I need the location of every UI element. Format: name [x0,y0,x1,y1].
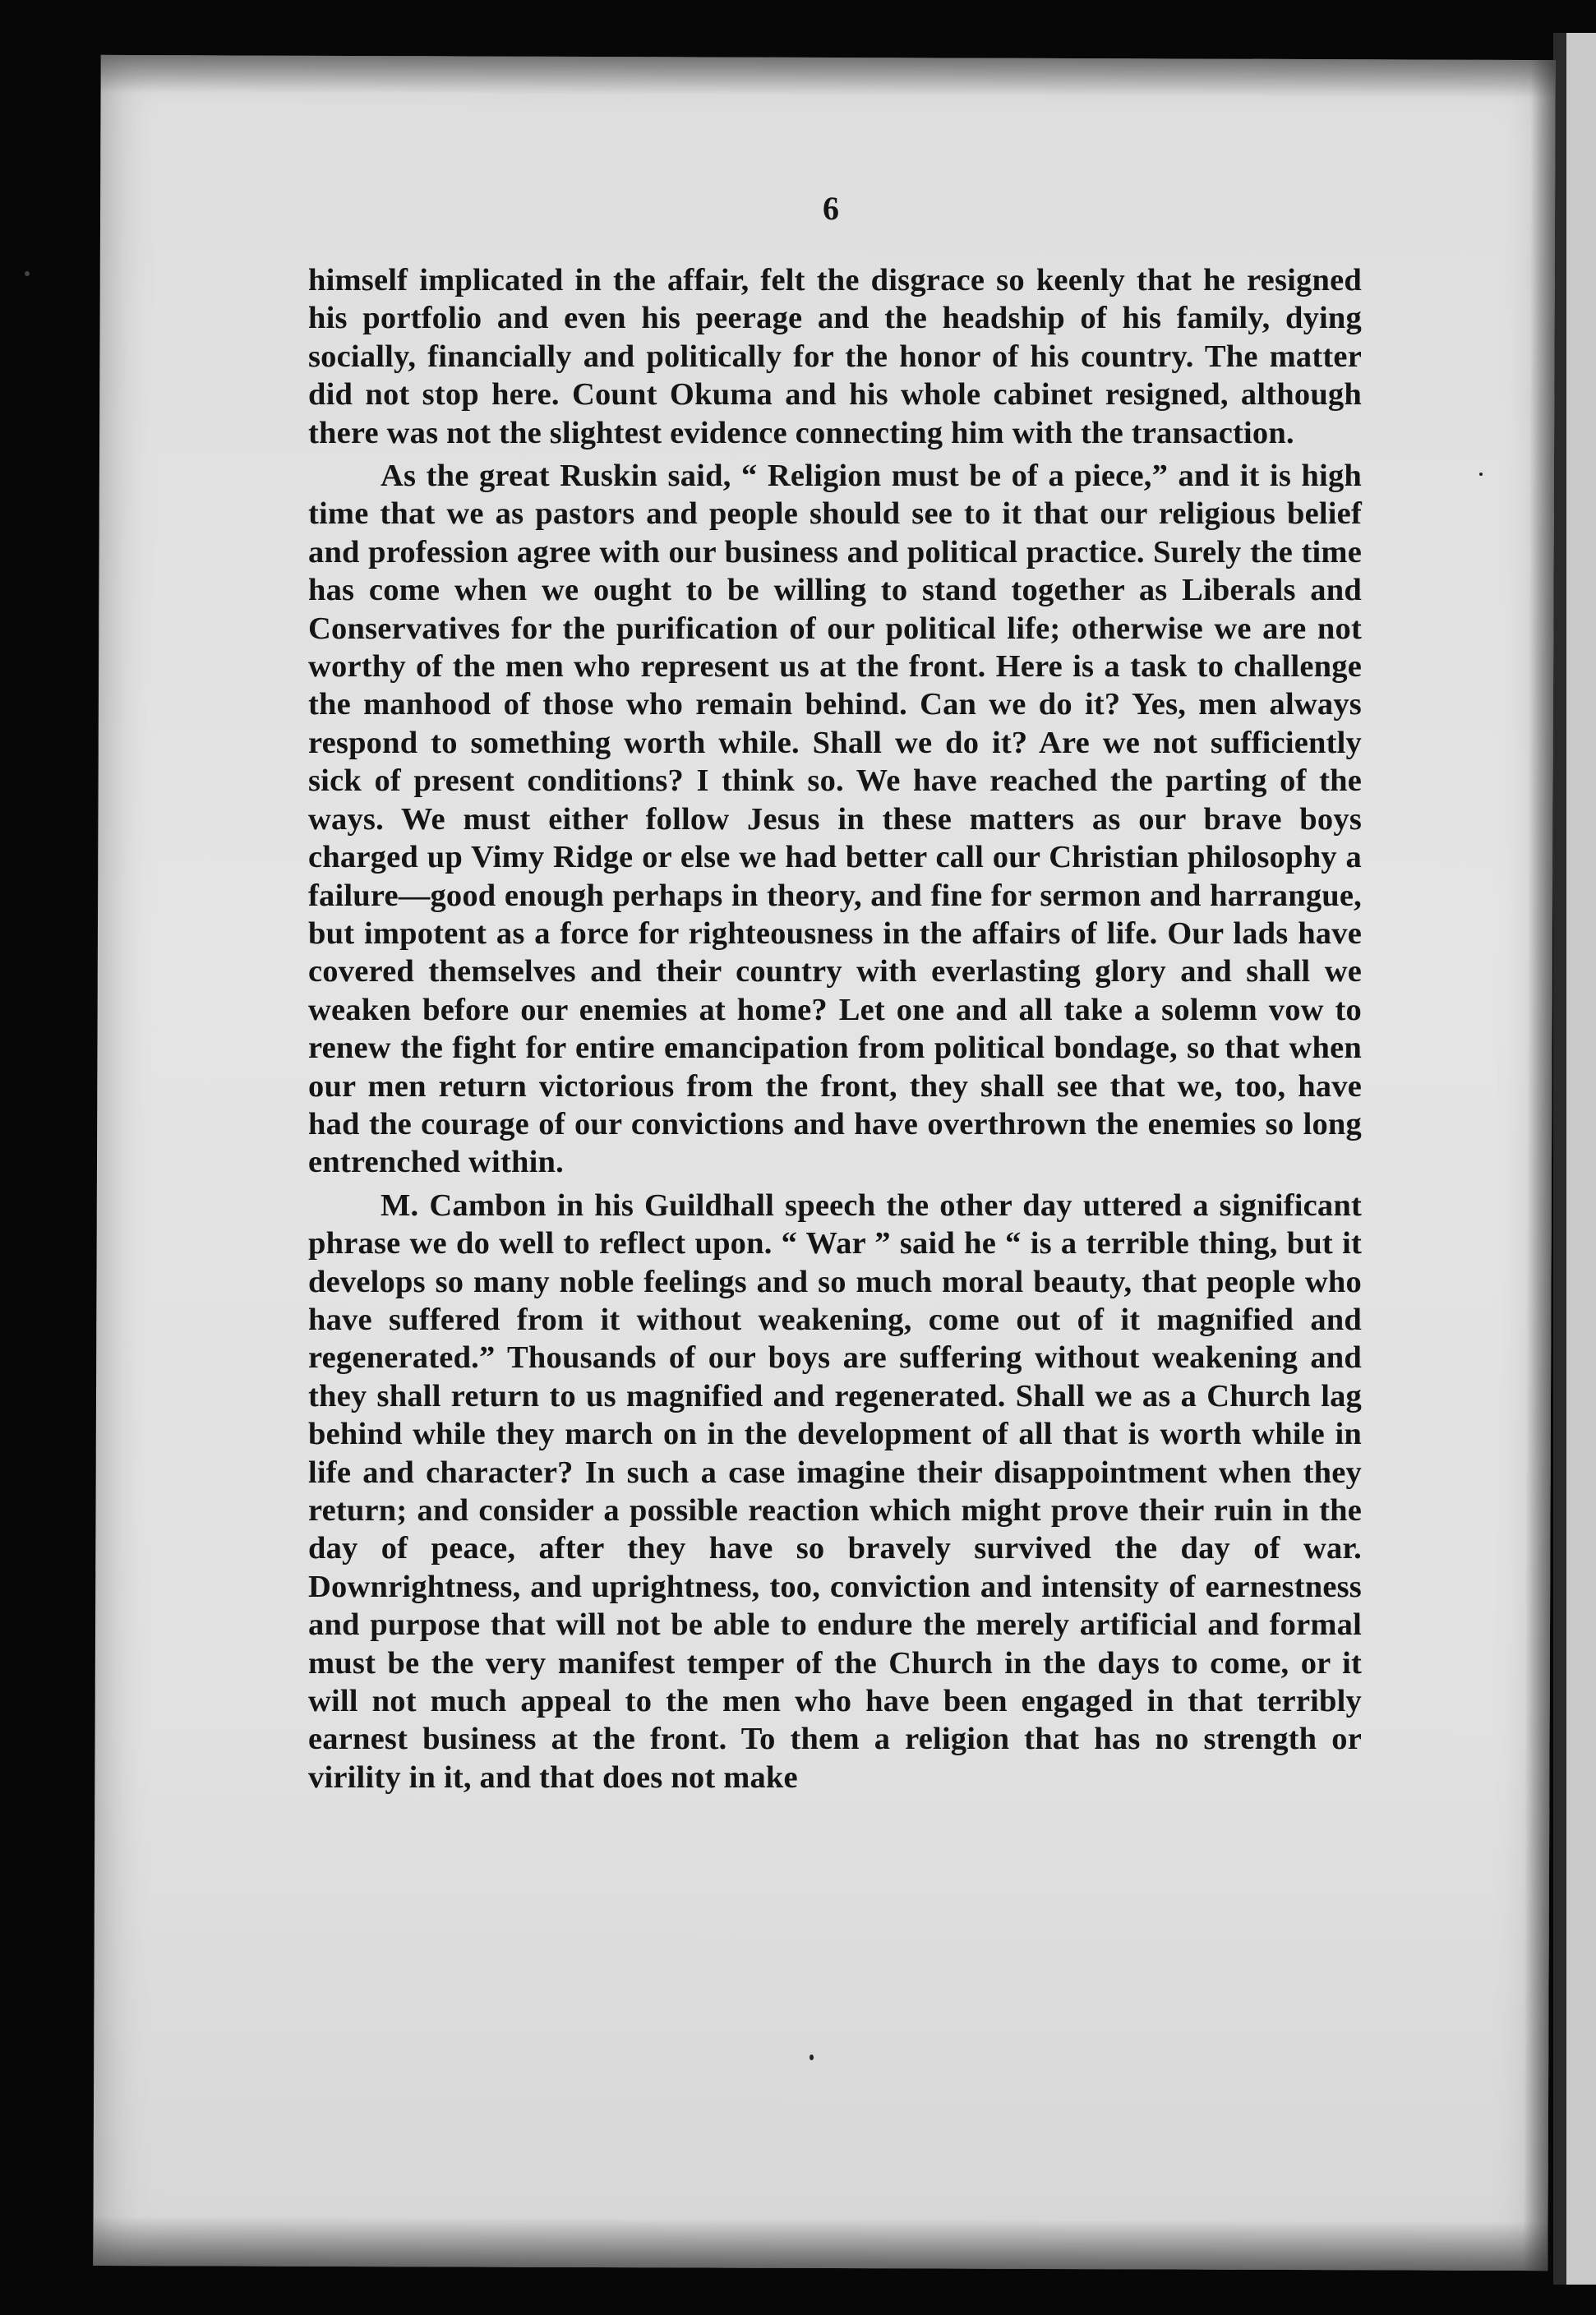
bottom-shadow [93,2216,1548,2271]
adjacent-page-edge [1566,33,1596,2285]
scan-speck [810,2054,814,2060]
right-edge-shadow [1523,60,1555,2271]
body-text [308,261,1362,1796]
scan-speck [25,271,30,276]
page-number: 6 [823,190,839,227]
top-shadow [101,55,1556,98]
scan-speck [1479,473,1483,476]
paragraph-continued: himself implicated in the affair, felt the disgrace so keenly that he resigned his portfolio and even his peerage and the headship of his family, dying socially, financially and politically for the honor of his country. The matter did not stop here. Count Okuma and his whole cabinet resigned, although there was not the slightest evidence connecting him with the transaction. [308,263,1362,450]
paragraph-cambon: M. Cambon in his Guildhall speech the other day uttered a significant phrase we do well to reflect upon. “ War ” said he “ is a terrible thing, but it develops so many noble feelings and so much moral beauty, that people who have suffered from it without weakening, come out of it magnified and regenerated.” Thousands of our boys are suffering without weakening and they shall return to us magnified and regenerated. Shall we as a Church lag behind while they march on in the development of all that is worth while in life and character? In such a case imagine their disappointment when they return; and consider a possible reaction which might prove their ruin in the day of peace, after they have so bravely survived the day of war. Downrightness, and uprightness, too, conviction and intensity of earnestness and purpose that will not be able to endure the merely artificial and formal must be the very manifest temper of the Church in the days to come, or it will not much appeal to the men who have been engaged in that terribly earnest business at the front. To them a religion that has no strength or virility in it, and that does not make [308,1187,1362,1795]
paragraph-ruskin: As the great Ruskin said, “ Religion must be of a piece,” and it is high time that we as pastors and people should see to it that our religious belief and profession agree with our business and political practice. Surely the time has come when we ought to be willing to stand together as Liberals and Conservatives for the purification of our political life; otherwise we are not worthy of the men who represent us at the front. Here is a task to challenge the manhood of those who remain behind. Can we do it? Yes, men always respond to something worth while. Shall we do it? Are we not sufficiently sick of present conditions? I think so. We have reached the parting of the ways. We must either follow Jesus in these matters as our brave boys charged up Vimy Ridge or else we had better call our Christian philosophy a failure—good enough perhaps in theory, and fine for sermon and harrangue, but impotent as a force for righteousness in the affairs of life. Our lads have covered themselves and their country with everlasting glory and shall we weaken before our enemies at home? Let one and all take a solemn vow to renew the fight for entire emancipation from political bondage, so that when our men return victorious from the front, they shall see that we, too, have had the courage of our convictions and have overthrown the enemies so long entrenched within. [308,459,1362,1180]
adjacent-page-shadow [1553,33,1566,2285]
